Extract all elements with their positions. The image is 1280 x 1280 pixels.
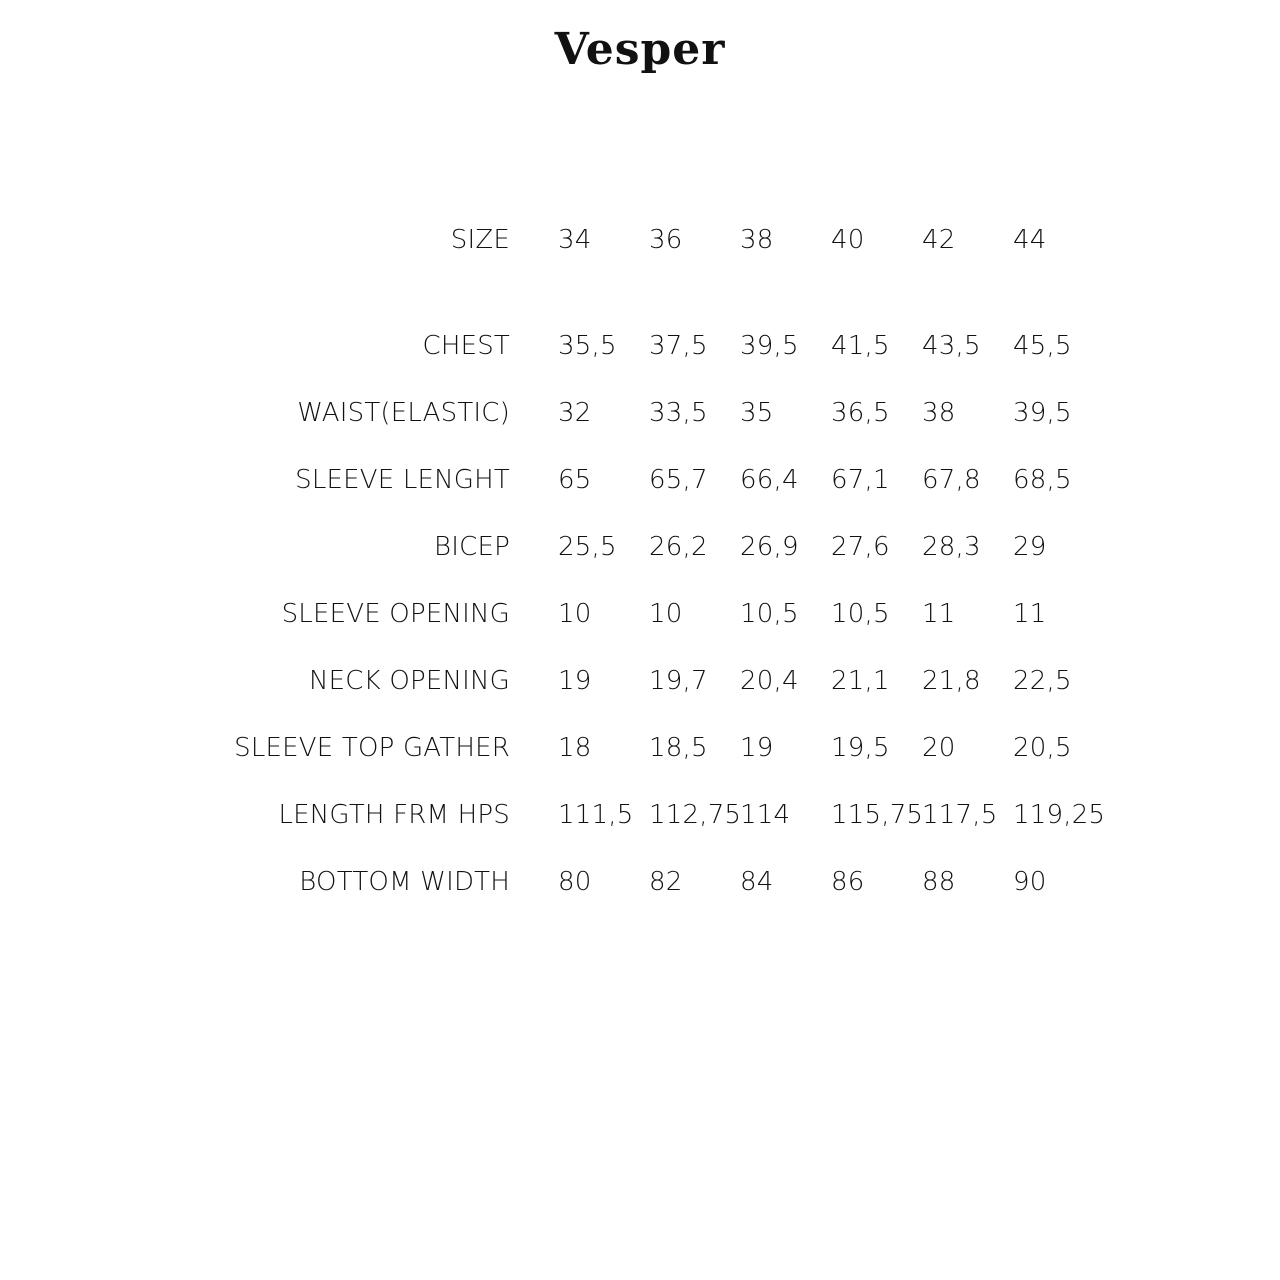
measurement-value: 82 bbox=[649, 867, 683, 897]
measurement-value: 65 bbox=[558, 465, 592, 495]
measurement-value: 20,5 bbox=[1013, 733, 1072, 763]
measurement-value: 19,5 bbox=[831, 733, 890, 763]
measurement-value: 66,4 bbox=[740, 465, 799, 495]
measurement-value: 28,3 bbox=[922, 532, 981, 562]
measurement-label: BOTTOM WIDTH bbox=[299, 867, 510, 897]
measurement-value: 21,8 bbox=[922, 666, 981, 696]
measurement-value: 18,5 bbox=[649, 733, 708, 763]
measurement-value: 18 bbox=[558, 733, 592, 763]
measurement-row-waist bbox=[0, 393, 1280, 433]
measurement-value: 19 bbox=[558, 666, 592, 696]
measurement-label: NECK OPENING bbox=[308, 666, 510, 696]
measurement-value: 19,7 bbox=[649, 666, 708, 696]
measurement-value: 65,7 bbox=[649, 465, 708, 495]
measurement-value: 26,2 bbox=[649, 532, 708, 562]
measurement-value: 10,5 bbox=[831, 599, 890, 629]
measurement-value: 114 bbox=[740, 800, 791, 830]
measurement-value: 25,5 bbox=[558, 532, 617, 562]
measurement-value: 111,5 bbox=[558, 800, 634, 830]
measurement-value: 84 bbox=[740, 867, 774, 897]
measurement-value: 20 bbox=[922, 733, 956, 763]
size-header-label: SIZE bbox=[450, 225, 510, 255]
measurement-row-bicep bbox=[0, 527, 1280, 567]
measurement-value: 88 bbox=[922, 867, 956, 897]
measurement-value: 68,5 bbox=[1013, 465, 1072, 495]
size-header-cell: 34 bbox=[558, 225, 592, 255]
measurement-value: 86 bbox=[831, 867, 865, 897]
measurement-row-sleeve-opening bbox=[0, 594, 1280, 634]
measurement-value: 21,1 bbox=[831, 666, 890, 696]
measurement-value: 11 bbox=[922, 599, 956, 629]
measurement-label: LENGTH FRM HPS bbox=[278, 800, 510, 830]
measurement-value: 112,75 bbox=[649, 800, 742, 830]
measurement-value: 11 bbox=[1013, 599, 1047, 629]
measurement-value: 20,4 bbox=[740, 666, 799, 696]
measurement-value: 10 bbox=[558, 599, 592, 629]
measurement-value: 10,5 bbox=[740, 599, 799, 629]
measurement-value: 119,25 bbox=[1013, 800, 1106, 830]
size-header-cell: 38 bbox=[740, 225, 774, 255]
measurement-label: SLEEVE TOP GATHER bbox=[234, 733, 510, 763]
measurement-label: SLEEVE LENGHT bbox=[295, 465, 510, 495]
measurement-value: 29 bbox=[1013, 532, 1047, 562]
measurement-value: 45,5 bbox=[1013, 331, 1072, 361]
measurement-row-sleeve-length bbox=[0, 460, 1280, 500]
measurement-row-sleeve-top-gather bbox=[0, 728, 1280, 768]
measurement-label: WAIST(ELASTIC) bbox=[297, 398, 510, 428]
measurement-value: 35,5 bbox=[558, 331, 617, 361]
measurement-value: 39,5 bbox=[740, 331, 799, 361]
measurement-value: 37,5 bbox=[649, 331, 708, 361]
measurement-label: SLEEVE OPENING bbox=[281, 599, 510, 629]
measurement-value: 27,6 bbox=[831, 532, 890, 562]
measurement-value: 36,5 bbox=[831, 398, 890, 428]
measurement-value: 90 bbox=[1013, 867, 1047, 897]
measurement-value: 67,8 bbox=[922, 465, 981, 495]
measurement-value: 80 bbox=[558, 867, 592, 897]
measurement-row-bottom-width bbox=[0, 862, 1280, 902]
measurement-value: 32 bbox=[558, 398, 592, 428]
measurement-label: BICEP bbox=[434, 532, 510, 562]
brand-logo: Vesper bbox=[554, 24, 726, 75]
measurement-row-neck-opening bbox=[0, 661, 1280, 701]
size-header-cell: 44 bbox=[1013, 225, 1047, 255]
measurement-value: 22,5 bbox=[1013, 666, 1072, 696]
measurement-value: 38 bbox=[922, 398, 956, 428]
size-header-cell: 42 bbox=[922, 225, 956, 255]
measurement-value: 39,5 bbox=[1013, 398, 1072, 428]
measurement-value: 41,5 bbox=[831, 331, 890, 361]
measurement-value: 117,5 bbox=[922, 800, 998, 830]
size-header-cell: 36 bbox=[649, 225, 683, 255]
measurement-value: 35 bbox=[740, 398, 774, 428]
measurement-row-chest bbox=[0, 326, 1280, 366]
measurement-row-length-from-hps bbox=[0, 795, 1280, 835]
size-header-row bbox=[0, 220, 1280, 260]
measurement-value: 43,5 bbox=[922, 331, 981, 361]
measurement-value: 33,5 bbox=[649, 398, 708, 428]
measurement-value: 19 bbox=[740, 733, 774, 763]
measurement-value: 26,9 bbox=[740, 532, 799, 562]
measurement-label: CHEST bbox=[422, 331, 510, 361]
measurement-value: 115,75 bbox=[831, 800, 924, 830]
measurement-value: 10 bbox=[649, 599, 683, 629]
measurement-value: 67,1 bbox=[831, 465, 890, 495]
size-header-cell: 40 bbox=[831, 225, 865, 255]
